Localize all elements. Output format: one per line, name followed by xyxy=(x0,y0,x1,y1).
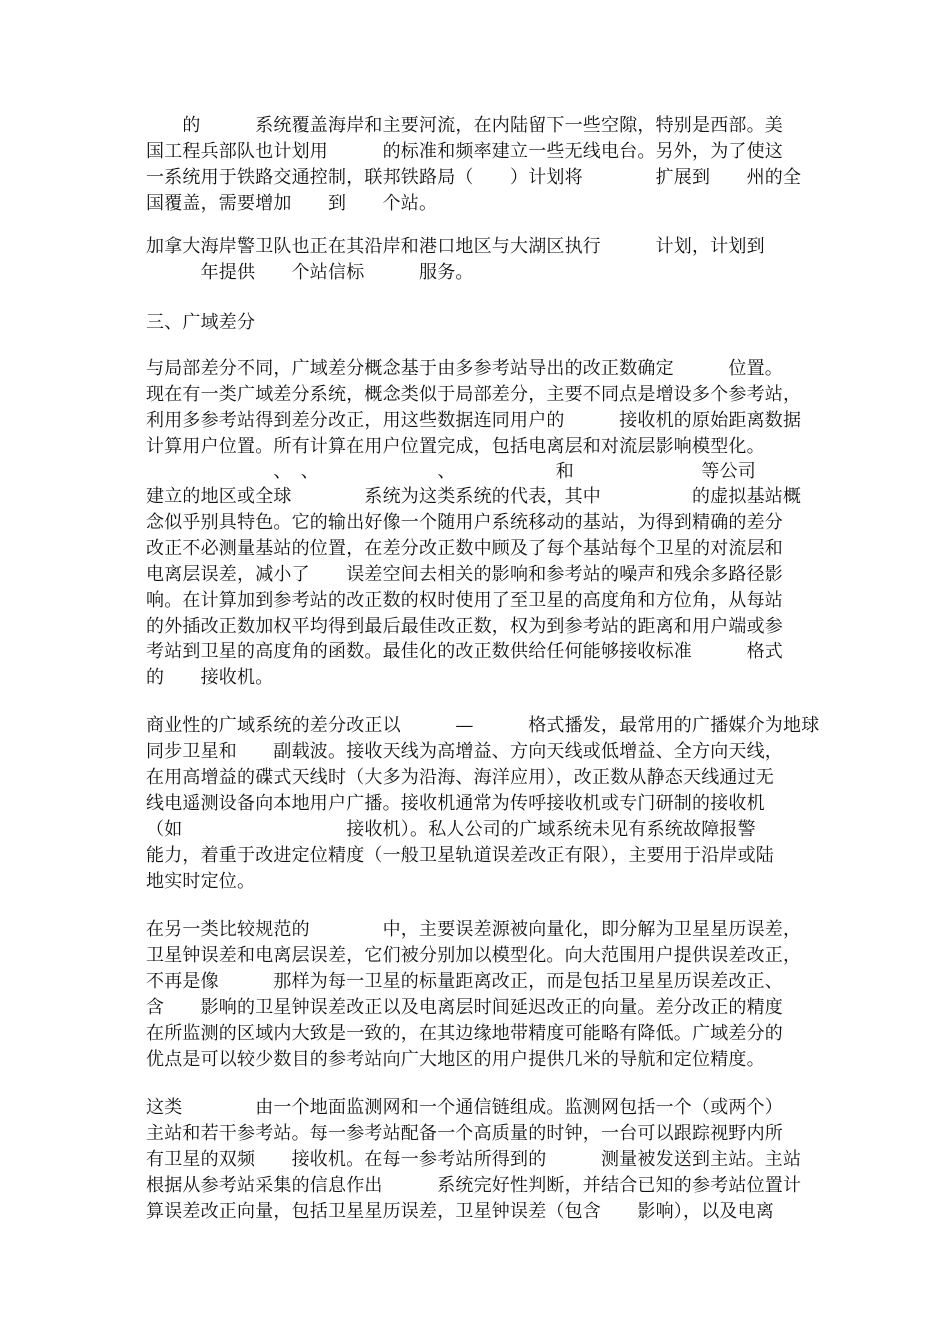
text-line: 改正不必测量基站的位置，在差分改正数中顾及了每个基站每个卫星的对流层和 xyxy=(146,538,783,559)
text-line: 线电遥测设备向本地用户广播。接收机通常为传呼接收机或专门研制的接收机 xyxy=(146,793,765,814)
text-line: 不再是像 那样为每一卫星的标量距离改正，而是包括卫星星历误差改正、 xyxy=(146,971,783,992)
text-line: 在另一类比较规范的 中，主要误差源被向量化，即分解为卫星星历误差， xyxy=(146,919,802,940)
text-line: 响。在计算加到参考站的改正数的权时使用了至卫星的高度角和方位角，从每站 xyxy=(146,590,783,611)
text-line: 根据从参考站采集的信息作出 系统完好性判断，并结合已知的参考站位置计 xyxy=(146,1175,802,1196)
text-line: 优点是可以较少数目的参考站向广大地区的用户提供几米的导航和定位精度。 xyxy=(146,1049,765,1070)
text-line: 一系统用于铁路交通控制，联邦铁路局（ ）计划将 扩展到 州的全 xyxy=(146,167,802,188)
text-line: 建立的地区或全球 系统为这类系统的代表，其中 的虚拟基站概 xyxy=(146,486,802,507)
text-line: 、 、 、 和 等公司 xyxy=(146,461,756,482)
text-line: 商业性的广域系统的差分改正以 — 格式播发，最常用的广播媒介为地球 xyxy=(146,715,820,736)
text-line: 的 系统覆盖海岸和主要河流，在内陆留下一些空隙，特别是西部。美 xyxy=(146,115,783,136)
text-line: 能力，着重于改进定位精度（一般卫星轨道误差改正有限），主要用于沿岸或陆 xyxy=(146,845,774,866)
text-line: 年提供 个站信标 服务。 xyxy=(146,262,474,283)
section-title: 三、广域差分 xyxy=(146,312,256,333)
text-line: 国工程兵部队也计划用 的标准和频率建立一些无线电台。另外，为了使这 xyxy=(146,141,783,162)
text-line: 加拿大海岸警卫队也正在其沿岸和港口地区与大湖区执行 计划，计划到 xyxy=(146,236,765,257)
text-line: 这类 由一个地面监测网和一个通信链组成。监测网包括一个（或两个） xyxy=(146,1097,783,1118)
text-line: 算误差改正向量，包括卫星星历误差，卫星钟误差（包含 影响），以及电离 xyxy=(146,1201,774,1222)
text-line: 现在有一类广域差分系统，概念类似于局部差分，主要不同点是增设多个参考站， xyxy=(146,384,802,405)
text-line: 国覆盖，需要增加 到 个站。 xyxy=(146,193,438,214)
text-line: 在用高增益的碟式天线时（大多为沿海、海洋应用），改正数从静态天线通过无 xyxy=(146,767,774,788)
text-line: 利用多参考站得到差分改正，用这些数据连同用户的 接收机的原始距离数据 xyxy=(146,410,802,431)
text-line: 同步卫星和 副载波。接收天线为高增益、方向天线或低增益、全方向天线， xyxy=(146,741,783,762)
text-line: 考站到卫星的高度角的函数。最佳化的改正数供给任何能够接收标准 格式 xyxy=(146,641,783,662)
text-line: 在所监测的区域内大致是一致的，在其边缘地带精度可能略有降低。广域差分的 xyxy=(146,1023,783,1044)
text-line: 的外插改正数加权平均得到最后最佳改正数，权为到参考站的距离和用户端或参 xyxy=(146,616,783,637)
text-line: 电离层误差，减小了 误差空间去相关的影响和参考站的噪声和残余多路径影 xyxy=(146,564,783,585)
text-line: 与局部差分不同，广域差分概念基于由多参考站导出的改正数确定 位置。 xyxy=(146,358,783,379)
text-line: 的 接收机。 xyxy=(146,667,274,688)
text-line: 地实时定位。 xyxy=(146,871,256,892)
text-line: 有卫星的双频 接收机。在每一参考站所得到的 测量被发送到主站。主站 xyxy=(146,1149,802,1170)
text-line: （如 接收机）。私人公司的广域系统未见有系统故障报警 xyxy=(146,819,756,840)
text-line: 计算用户位置。所有计算在用户位置完成，包括电离层和对流层影响模型化。 xyxy=(146,436,765,457)
text-line: 含 影响的卫星钟误差改正以及电离层时间延迟改正的向量。差分改正的精度 xyxy=(146,997,783,1018)
text-line: 卫星钟误差和电离层误差，它们被分别加以模型化。向大范围用户提供误差改正， xyxy=(146,945,802,966)
text-line: 主站和若干参考站。每一参考站配备一个高质量的时钟，一台可以跟踪视野内所 xyxy=(146,1123,783,1144)
text-line: 念似乎别具特色。它的输出好像一个随用户系统移动的基站，为得到精确的差分 xyxy=(146,512,783,533)
